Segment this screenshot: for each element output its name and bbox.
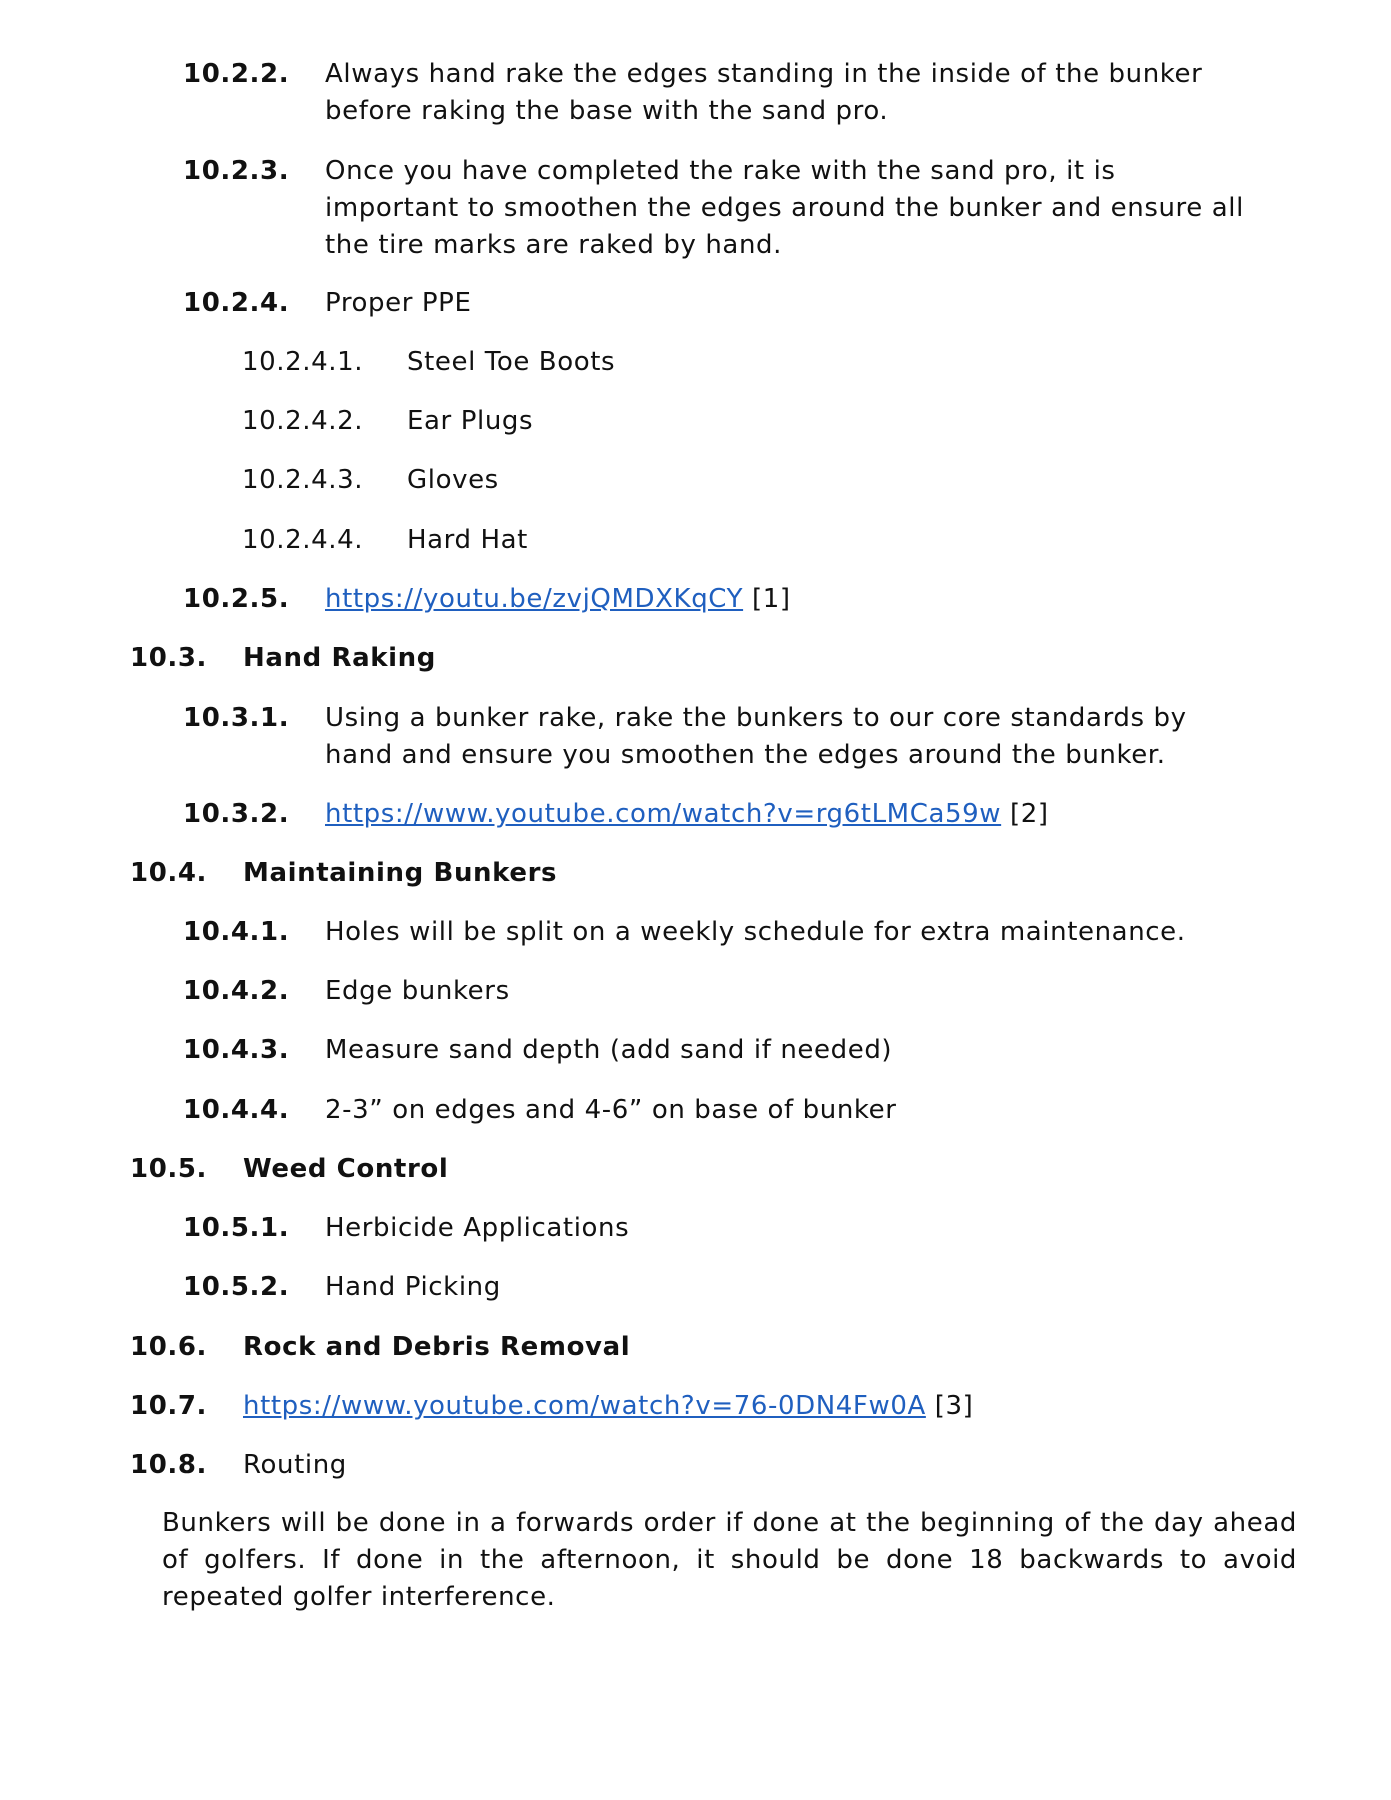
item-number: 10.3.2. <box>183 799 290 829</box>
item-number: 10.4.4. <box>183 1095 290 1125</box>
item-text: Proper PPE <box>325 288 472 318</box>
youtube-link-1[interactable]: https://youtu.be/zvjQMDXKqCY <box>325 584 744 614</box>
item-text: Herbicide Applications <box>325 1213 630 1243</box>
section-number: 10.8. <box>130 1450 208 1480</box>
item-number: 10.5.1. <box>183 1213 290 1243</box>
item-number: 10.2.2. <box>183 59 290 89</box>
youtube-link-3[interactable]: https://www.youtube.com/watch?v=76-0DN4Fw0A <box>243 1391 926 1421</box>
item-number: 10.5.2. <box>183 1272 290 1302</box>
section-title: Hand Raking <box>243 643 436 673</box>
reference-marker: [1] <box>743 584 791 614</box>
item-number: 10.2.4. <box>183 288 290 318</box>
item-text: Hand Picking <box>325 1272 501 1302</box>
section-title: Weed Control <box>243 1154 449 1184</box>
reference-marker: [3] <box>925 1391 974 1421</box>
item-number: 10.2.4.1. <box>242 347 364 377</box>
section-number: 10.5. <box>130 1154 208 1184</box>
item-text <box>325 581 1255 618</box>
item-text: Using a bunker rake, rake the bunkers to our core standards by hand and ensure you smoothen the edges around the bunker. <box>325 703 1187 770</box>
item-text: Gloves <box>407 465 499 495</box>
item-text: Measure sand depth (add sand if needed) <box>325 1035 893 1065</box>
item-number: 10.2.4.4. <box>242 525 364 555</box>
item-text: Edge bunkers <box>325 976 510 1006</box>
section-title: Routing <box>243 1450 347 1480</box>
item-text: Always hand rake the edges standing in the inside of the bunker before raking the base with the sand pro. <box>325 59 1203 126</box>
section-title: Maintaining Bunkers <box>243 858 558 888</box>
section-number: 10.3. <box>130 643 208 673</box>
item-text: 2-3” on edges and 4-6” on base of bunker <box>325 1095 897 1125</box>
section-number: 10.6. <box>130 1332 208 1362</box>
item-text <box>325 796 1255 833</box>
section-number: 10.4. <box>130 858 208 888</box>
section-link-text <box>243 1388 1243 1425</box>
youtube-link-2[interactable]: https://www.youtube.com/watch?v=rg6tLMCa59w <box>325 799 1002 829</box>
item-text: Ear Plugs <box>407 406 534 436</box>
item-number: 10.2.4.2. <box>242 406 364 436</box>
item-text: Steel Toe Boots <box>407 347 616 377</box>
item-number: 10.2.4.3. <box>242 465 364 495</box>
item-text: Hard Hat <box>407 525 528 555</box>
item-number: 10.3.1. <box>183 703 290 733</box>
item-number: 10.2.5. <box>183 584 290 614</box>
item-number: 10.2.3. <box>183 156 290 186</box>
routing-paragraph: Bunkers will be done in a forwards order if done at the beginning of the day ahead of golfers. If done in the afternoon, it should be done 18 backwards to avoid repeated golfer interference. <box>162 1508 1297 1612</box>
item-number: 10.4.1. <box>183 917 290 947</box>
item-number: 10.4.2. <box>183 976 290 1006</box>
item-number: 10.4.3. <box>183 1035 290 1065</box>
item-text: Once you have completed the rake with the sand pro, it is important to smoothen the edges around the bunker and ensure all the tire marks are raked by hand. <box>325 156 1244 260</box>
reference-marker: [2] <box>1001 799 1049 829</box>
section-title: Rock and Debris Removal <box>243 1332 631 1362</box>
section-number: 10.7. <box>130 1391 208 1421</box>
item-text: Holes will be split on a weekly schedule for extra maintenance. <box>325 917 1186 947</box>
